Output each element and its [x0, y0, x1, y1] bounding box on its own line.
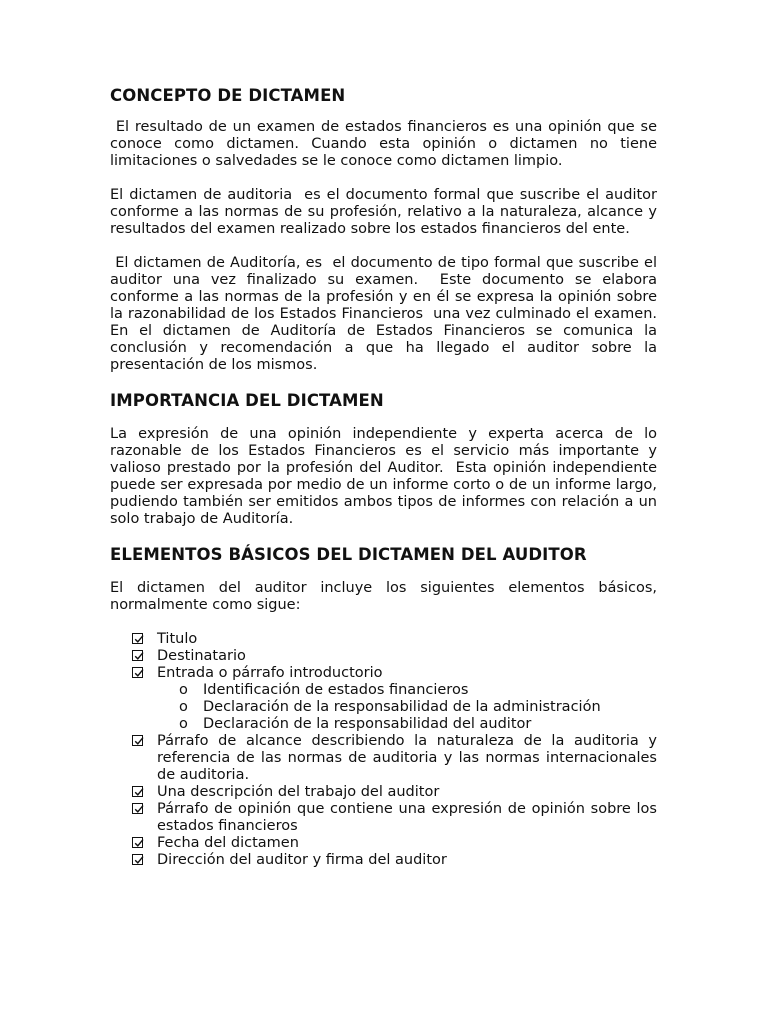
checked-box-icon [132, 786, 143, 797]
paragraph-importancia: La expresión de una opinión independiente y experta acerca de lo razonable de los Estados Financieros es el servicio más importante y valioso prestado por la profesión del Auditor. Esta opinión independiente puede ser expresada por medio de un informe corto o de un informe largo, pudiendo también ser emitidos ambos tipos de informes con relación a un solo trabajo de Auditoría. [110, 426, 662, 527]
list-item-label: Una descripción del trabajo del auditor [157, 784, 440, 800]
list-item [132, 852, 657, 869]
list-item [132, 631, 657, 648]
list-item [132, 801, 657, 835]
sub-list-item [179, 682, 657, 699]
list-item [132, 835, 657, 852]
sub-list [157, 682, 657, 733]
paragraph-elementos-intro: El dictamen del auditor incluye los siguientes elementos básicos, normalmente como sigue: [110, 580, 662, 613]
checked-box-icon [132, 667, 143, 678]
circle-bullet-icon: o [179, 716, 188, 732]
circle-bullet-icon: o [179, 699, 188, 715]
list-item [132, 665, 657, 733]
paragraph-concepto-3: El dictamen de Auditoría, es el documento de tipo formal que suscribe el auditor una vez finalizado su examen. Este documento se elabora conforme a las normas de la profesión y en él se expresa la opinión sobre la razonabilidad de los Estados Financieros una vez culminado el examen. En el dictamen de Auditoría de Estados Financieros se comunica la conclusión y recomendación a que ha llegado el auditor sobre la presentación de los mismos. [110, 255, 667, 373]
checked-box-icon [132, 650, 143, 661]
document-page [110, 85, 667, 869]
elements-list [110, 631, 657, 869]
paragraph-concepto-1: El resultado de un examen de estados financieros es una opinión que se conoce como dictamen. Cuando esta opinión o dictamen no tiene limitaciones o salvedades se le conoce como dictamen limpio. [110, 119, 662, 169]
heading-elementos: ELEMENTOS BÁSICOS DEL DICTAMEN DEL AUDITOR [110, 545, 587, 564]
list-item-label: Dirección del auditor y firma del auditor [157, 852, 447, 868]
list-item-label: Entrada o párrafo introductorio [157, 665, 383, 681]
paragraph-concepto-2: El dictamen de auditoria es el documento formal que suscribe el auditor conforme a las normas de su profesión, relativo a la naturaleza, alcance y resultados del examen realizado sobre los estados financieros del ente. [110, 187, 662, 237]
checked-box-icon [132, 735, 143, 746]
list-item-label: Párrafo de alcance describiendo la naturaleza de la auditoria y referencia de las normas de auditoria y las normas internacionales de auditoria. [157, 733, 657, 783]
list-item-label: Titulo [157, 631, 198, 647]
sub-list-item [179, 716, 657, 733]
list-item-label: Fecha del dictamen [157, 835, 299, 851]
sub-list-item-label: Identificación de estados financieros [203, 682, 469, 698]
circle-bullet-icon: o [179, 682, 188, 698]
checked-box-icon [132, 803, 143, 814]
list-item-label: Párrafo de opinión que contiene una expresión de opinión sobre los estados financieros [157, 801, 657, 834]
heading-concepto: CONCEPTO DE DICTAMEN [110, 86, 346, 105]
checked-box-icon [132, 854, 143, 865]
checked-box-icon [132, 837, 143, 848]
checked-box-icon [132, 633, 143, 644]
sub-list-item [179, 699, 657, 716]
list-item [132, 733, 657, 784]
sub-list-item-label: Declaración de la responsabilidad de la administración [203, 699, 601, 715]
heading-importancia: IMPORTANCIA DEL DICTAMEN [110, 391, 384, 410]
list-item [132, 784, 657, 801]
list-item [132, 648, 657, 665]
sub-list-item-label: Declaración de la responsabilidad del auditor [203, 716, 532, 732]
list-item-label: Destinatario [157, 648, 246, 664]
